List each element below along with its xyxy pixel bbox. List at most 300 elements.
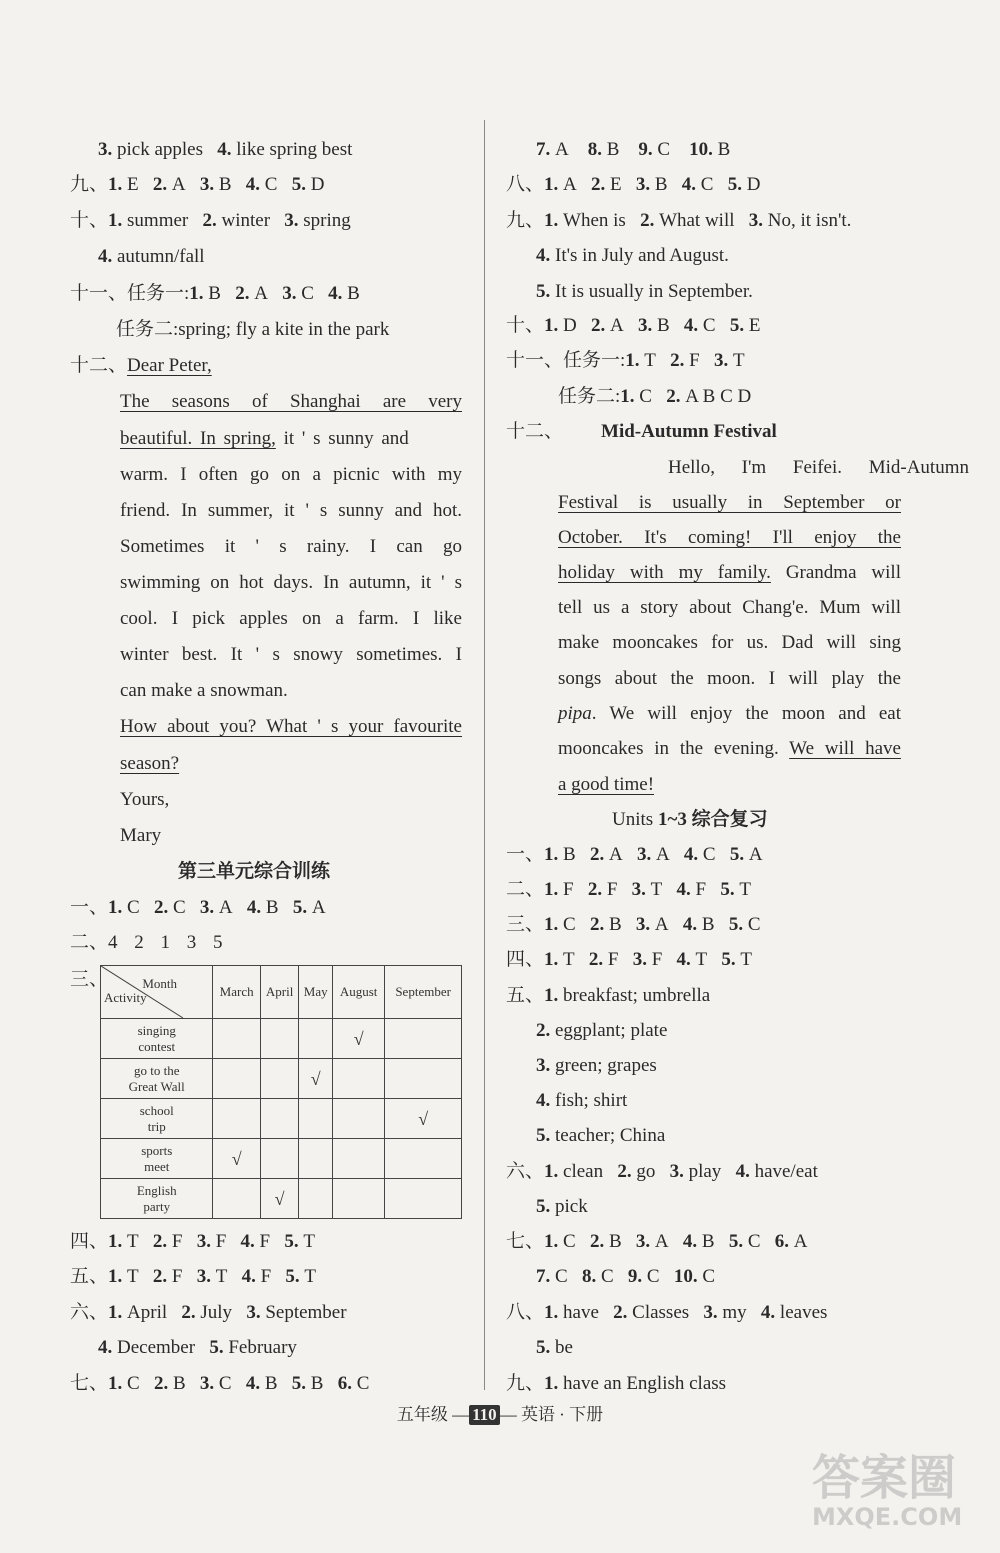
item-number: 5. xyxy=(291,174,306,195)
item-answer: B xyxy=(218,174,232,195)
table-cell xyxy=(385,1059,462,1099)
item-number: 1. xyxy=(544,879,559,900)
letter-line xyxy=(120,643,462,667)
item-number: 1. xyxy=(108,174,123,195)
item-answer: B xyxy=(701,1231,715,1252)
activity-label: sports xyxy=(141,1142,173,1158)
letter-line xyxy=(120,752,179,776)
item-number: 3. xyxy=(282,283,297,304)
section-12 xyxy=(70,354,212,378)
item-answer: B xyxy=(347,283,360,304)
essay-line xyxy=(558,596,901,620)
section-12 xyxy=(506,420,777,444)
item-answer: C xyxy=(127,897,140,918)
item-number: 2. xyxy=(589,914,605,935)
letter-text: can make a snowman. xyxy=(120,680,288,701)
activity-label: trip xyxy=(147,1118,166,1134)
item-answer: Classes xyxy=(632,1302,690,1323)
item-answer: go xyxy=(636,1161,656,1182)
essay-text xyxy=(558,631,901,655)
review-section-8 xyxy=(506,1301,827,1325)
item-answer: B xyxy=(606,139,620,160)
unit3-title xyxy=(178,860,330,884)
letter-line xyxy=(120,788,169,812)
item-answer: C xyxy=(747,914,761,935)
section-title: 1~3 xyxy=(657,809,687,830)
item-number: 4. xyxy=(245,174,261,195)
item-number: 1. xyxy=(544,844,559,865)
letter-text: The seasons of Shanghai are very xyxy=(120,391,462,412)
unit3-section-2 xyxy=(70,931,223,955)
essay-text xyxy=(558,702,901,726)
item-number: 1. xyxy=(108,897,123,918)
table-cell xyxy=(299,1099,333,1139)
item-number: 3. xyxy=(713,350,729,371)
item-number: 3. xyxy=(98,139,113,160)
essay-text xyxy=(558,667,901,691)
review-title xyxy=(612,808,768,832)
section-number: 九、 xyxy=(506,1373,545,1394)
item-answer: have/eat xyxy=(754,1161,818,1182)
item-answer: A xyxy=(655,844,670,865)
item-answer: pick apples xyxy=(117,139,204,160)
activity-label: go to the xyxy=(133,1062,180,1078)
item-answer: C xyxy=(218,1373,232,1394)
item-answer: What will xyxy=(659,210,735,231)
item-number: 3. xyxy=(199,897,215,918)
item-number: 4. xyxy=(676,949,691,970)
item-answer: It's in July and August. xyxy=(555,245,729,266)
item-answer: F xyxy=(695,879,707,900)
review-section-7 xyxy=(506,1230,807,1254)
section-10-cont xyxy=(98,245,205,269)
table-cell xyxy=(299,1019,333,1059)
item-number: 5. xyxy=(536,1337,551,1358)
activity-label: school xyxy=(139,1102,174,1118)
item-answer: C xyxy=(172,897,186,918)
item-answer: B xyxy=(701,914,715,935)
table-cell xyxy=(213,1019,260,1059)
task-answer: 任务二:spring; fly a kite in the park xyxy=(116,319,390,340)
section-number: 十、 xyxy=(506,315,545,336)
item-answer: summer xyxy=(127,210,189,231)
item-number: 1. xyxy=(620,386,635,407)
section-11 xyxy=(70,282,360,306)
item-number: 3. xyxy=(703,1302,718,1323)
item-answer: September xyxy=(265,1302,347,1323)
section-number: 八、 xyxy=(506,1302,545,1323)
item-number: 9. xyxy=(627,1266,643,1287)
item-answer: B xyxy=(310,1373,324,1394)
item-number: 5. xyxy=(536,281,551,302)
item-answer: T xyxy=(695,949,708,970)
item-answer: E xyxy=(127,174,139,195)
item-number: 1. xyxy=(544,949,559,970)
item-number: 4. xyxy=(536,1090,551,1111)
letter-text: it ' s sunny and xyxy=(275,428,409,449)
essay-text xyxy=(558,526,901,550)
letter-line xyxy=(120,499,462,523)
item-number: 3. xyxy=(669,1161,684,1182)
item-answer: A xyxy=(171,174,186,195)
item-answer: breakfast; umbrella xyxy=(563,985,711,1006)
checkmark: √ xyxy=(274,1188,285,1209)
item-answer: February xyxy=(228,1337,297,1358)
section-number: 七、 xyxy=(70,1373,109,1394)
table-corner-cell xyxy=(101,966,213,1019)
review-section-6 xyxy=(506,1160,818,1184)
item-number: 1. xyxy=(108,1373,123,1394)
item-number: 3. xyxy=(246,1302,261,1323)
essay-line xyxy=(558,561,901,585)
item-number: 4. xyxy=(245,1373,261,1394)
item-number: 2. xyxy=(153,1373,169,1394)
item-answer: C xyxy=(301,283,314,304)
section-number: 九、 xyxy=(506,210,545,231)
unit3-section-6-cont xyxy=(98,1336,297,1360)
item-answer: D xyxy=(563,315,577,336)
item-answer: A xyxy=(748,844,763,865)
section-9-cont xyxy=(536,280,753,304)
item-answer: green; grapes xyxy=(555,1055,657,1076)
task-label: 任务一: xyxy=(563,350,626,371)
item-answer: July xyxy=(200,1302,233,1323)
table-row xyxy=(101,1059,462,1099)
item-answer: T xyxy=(215,1266,228,1287)
item-number: 5. xyxy=(284,1231,299,1252)
review-section xyxy=(506,843,763,867)
month-header: May xyxy=(299,966,333,1019)
item-answer: have xyxy=(563,1302,599,1323)
review-section-7-cont xyxy=(536,1265,715,1289)
watermark-logo xyxy=(802,1431,982,1541)
item-number: 4. xyxy=(682,914,698,935)
item-answer: C xyxy=(700,174,714,195)
item-number: 5. xyxy=(728,914,744,935)
activity-cell xyxy=(101,1099,213,1139)
letter-line xyxy=(120,390,462,414)
item-answer: F xyxy=(563,879,574,900)
item-number: 2. xyxy=(591,315,606,336)
item-number: 1. xyxy=(625,350,640,371)
section-10 xyxy=(70,209,351,233)
item-number: 4. xyxy=(676,879,691,900)
essay-title: Mid-Autumn Festival xyxy=(601,421,777,442)
item-number: 5. xyxy=(536,1196,551,1217)
checkmark: √ xyxy=(231,1148,242,1169)
item-answer: C xyxy=(264,174,278,195)
essay-text: make mooncakes for us. Dad will sing xyxy=(558,632,901,653)
table-cell xyxy=(260,1179,299,1219)
item-answer: B xyxy=(172,1373,186,1394)
item-answer: T xyxy=(563,949,575,970)
item-answer: A xyxy=(608,844,623,865)
item-answer: like spring best xyxy=(236,139,353,160)
section-number: 十二、 xyxy=(506,421,564,442)
item-number: 1. xyxy=(544,315,559,336)
essay-line xyxy=(558,702,901,726)
item-number: 3. xyxy=(635,174,651,195)
table-cell xyxy=(385,1179,462,1219)
item-answer: B xyxy=(265,897,279,918)
item-number: 1. xyxy=(544,1161,559,1182)
item-number: 2. xyxy=(589,844,605,865)
table-cell xyxy=(333,1139,385,1179)
item-answer: F xyxy=(651,949,663,970)
section-title: 第三单元综合训练 xyxy=(178,861,331,882)
table-cell xyxy=(385,1099,462,1139)
section-number: 五、 xyxy=(70,1266,109,1287)
review-section-5-cont xyxy=(536,1124,665,1148)
item-number: 3. xyxy=(199,174,215,195)
letter-text: How about you? What ' s your favourite xyxy=(120,716,462,737)
section-number: 十、 xyxy=(70,210,109,231)
item-number: 1. xyxy=(544,914,559,935)
item-number: 1. xyxy=(544,174,559,195)
essay-text: mooncakes in the evening. xyxy=(558,738,790,759)
item-number: 8. xyxy=(587,139,602,160)
item-number: 10. xyxy=(689,139,713,160)
section-title: Units xyxy=(612,809,658,830)
checkmark: √ xyxy=(353,1028,364,1049)
section-9 xyxy=(70,173,324,197)
letter-text: cool. I pick apples on a farm. I like xyxy=(120,608,462,629)
item-number: 4. xyxy=(98,246,113,267)
item-answer: B xyxy=(654,174,668,195)
item-answer: B xyxy=(656,315,670,336)
section-10 xyxy=(506,314,760,338)
item-answer: A xyxy=(555,139,569,160)
unit3-section-4 xyxy=(70,1230,315,1254)
item-number: 4. xyxy=(735,1161,750,1182)
essay-line xyxy=(558,737,901,761)
item-number: 3. xyxy=(631,879,646,900)
item-number: 5. xyxy=(285,1266,300,1287)
item-number: 1. xyxy=(544,210,559,231)
item-answer: T xyxy=(127,1266,139,1287)
item-number: 2. xyxy=(152,174,168,195)
essay-line xyxy=(558,667,901,691)
essay-line xyxy=(668,456,969,480)
section-number: 六、 xyxy=(506,1161,545,1182)
review-section-5 xyxy=(506,984,710,1008)
item-number: 1. xyxy=(108,1266,123,1287)
letter-line xyxy=(120,463,462,487)
letter-line xyxy=(120,715,462,739)
item-number: 6. xyxy=(774,1231,789,1252)
unit3-section-7 xyxy=(70,1372,369,1396)
section-number: 十二、 xyxy=(70,355,128,376)
item-number: 2. xyxy=(617,1161,632,1182)
item-answer: spring xyxy=(303,210,351,231)
item-number: 2. xyxy=(152,1231,168,1252)
item-answer: C xyxy=(702,844,716,865)
answer-line xyxy=(98,138,352,162)
activity-table xyxy=(100,965,462,1219)
item-number: 3. xyxy=(635,914,651,935)
essay-line xyxy=(558,773,654,797)
essay-text-italic: pipa xyxy=(558,703,592,724)
item-number: 1. xyxy=(108,210,123,231)
item-number: 5. xyxy=(729,315,745,336)
item-answer: A B C D xyxy=(685,386,752,407)
essay-text xyxy=(668,456,969,480)
essay-text xyxy=(558,491,901,515)
item-answer: F xyxy=(260,1266,272,1287)
item-number: 7. xyxy=(536,1266,551,1287)
section-number: 十一、 xyxy=(70,283,128,304)
letter-greeting: Dear Peter, xyxy=(127,355,212,376)
section-number: 九、 xyxy=(70,174,109,195)
letter-text xyxy=(120,428,409,449)
item-number: 2. xyxy=(666,386,681,407)
essay-text xyxy=(558,561,901,585)
section-number: 六、 xyxy=(70,1302,109,1323)
footer-dash: — xyxy=(499,1405,517,1424)
footer-subject: 英语 · 下册 xyxy=(520,1405,604,1424)
item-number: 5. xyxy=(729,844,745,865)
item-number: 5. xyxy=(536,1125,551,1146)
table-cell xyxy=(385,1139,462,1179)
essay-text: Grandma will xyxy=(770,562,901,583)
item-number: 5. xyxy=(727,174,742,195)
letter-text: Sometimes it ' s rainy. I can go xyxy=(120,536,462,557)
page-number: 110 xyxy=(469,1405,500,1425)
item-number: 2. xyxy=(587,879,603,900)
letter-text: Yours, xyxy=(120,789,170,810)
review-section-9 xyxy=(506,1372,726,1396)
review-section-5-cont xyxy=(536,1089,627,1113)
item-number: 2. xyxy=(536,1020,551,1041)
item-number: 2. xyxy=(181,1302,196,1323)
page-footer xyxy=(0,1400,1000,1425)
item-answer: F xyxy=(171,1266,183,1287)
item-answer: A xyxy=(654,914,669,935)
section-number: 八、 xyxy=(506,174,545,195)
item-number: 3. xyxy=(196,1231,211,1252)
review-section-6-cont xyxy=(536,1195,588,1219)
table-cell xyxy=(260,1139,299,1179)
section-9 xyxy=(506,209,851,233)
letter-text: warm. I often go on a picnic with my xyxy=(120,464,462,485)
review-section-5-cont xyxy=(536,1054,657,1078)
item-number: 6. xyxy=(337,1373,352,1394)
item-answer: C xyxy=(657,139,671,160)
item-answer: B xyxy=(563,844,576,865)
section-9-cont xyxy=(536,244,729,268)
item-number: 4. xyxy=(536,245,551,266)
essay-text: October. It's coming! I'll enjoy the xyxy=(558,527,901,548)
section-11-task2 xyxy=(116,318,389,342)
item-answer: B xyxy=(264,1373,278,1394)
item-number: 3. xyxy=(637,315,653,336)
item-answer: pick xyxy=(555,1196,588,1217)
item-number: 4. xyxy=(246,897,262,918)
item-number: 2. xyxy=(153,897,169,918)
letter-text-underlined: beautiful. In spring, xyxy=(120,428,276,449)
activity-cell xyxy=(101,1059,213,1099)
letter-text: season? xyxy=(120,753,180,774)
table-cell xyxy=(213,1099,260,1139)
letter-line xyxy=(120,427,462,451)
item-answer: T xyxy=(739,879,751,900)
item-number: 4. xyxy=(683,844,699,865)
watermark-text: 答案圈 xyxy=(812,1450,957,1506)
item-answer: A xyxy=(311,897,326,918)
corner-month-label: Month xyxy=(142,976,177,991)
item-number: 2. xyxy=(670,350,685,371)
item-answer: E xyxy=(748,315,761,336)
month-header: September xyxy=(385,966,462,1019)
item-number: 1. xyxy=(108,1231,123,1252)
item-answer: B xyxy=(608,1231,622,1252)
item-answer: E xyxy=(610,174,622,195)
item-number: 2. xyxy=(613,1302,628,1323)
corner-activity-label: Activity xyxy=(104,990,147,1005)
table-row xyxy=(101,1019,462,1059)
item-answer: T xyxy=(650,879,663,900)
essay-line xyxy=(558,631,901,655)
item-answer: F xyxy=(259,1231,271,1252)
item-answer: A xyxy=(254,283,268,304)
item-number: 3. xyxy=(199,1373,215,1394)
item-answer: T xyxy=(644,350,656,371)
item-answer: D xyxy=(310,174,325,195)
item-answer: C xyxy=(702,1266,715,1287)
item-number: 1. xyxy=(544,985,559,1006)
item-number: 5. xyxy=(728,1231,744,1252)
item-answer: B xyxy=(208,283,221,304)
item-number: 2. xyxy=(640,210,655,231)
table-cell xyxy=(260,1099,299,1139)
item-answer: T xyxy=(740,949,752,970)
task-label: 任务二: xyxy=(558,386,621,407)
item-number: 5. xyxy=(721,949,736,970)
activity-label: meet xyxy=(144,1158,170,1174)
item-answer: F xyxy=(689,350,700,371)
table-cell xyxy=(299,1139,333,1179)
section-number: 四、 xyxy=(506,949,545,970)
item-number: 1. xyxy=(108,1302,123,1323)
item-number: 4. xyxy=(681,174,697,195)
table-cell xyxy=(385,1019,462,1059)
item-answer: April xyxy=(127,1302,168,1323)
item-answer: C xyxy=(555,1266,568,1287)
item-answer: my xyxy=(722,1302,747,1323)
item-number: 2. xyxy=(588,949,604,970)
section-number: 二、 xyxy=(506,879,545,900)
item-number: 5. xyxy=(292,897,308,918)
month-header: August xyxy=(333,966,385,1019)
item-number: 1. xyxy=(544,1231,559,1252)
essay-text xyxy=(558,737,901,761)
essay-text xyxy=(558,596,901,620)
section-number: 七、 xyxy=(506,1231,545,1252)
item-number: 4. xyxy=(217,139,232,160)
item-number: 3. xyxy=(748,210,764,231)
item-number: 3. xyxy=(635,1231,651,1252)
essay-text: Festival is usually in September or xyxy=(558,492,901,513)
activity-label: singing xyxy=(137,1022,176,1038)
table-cell xyxy=(333,1019,385,1059)
activity-label: English xyxy=(136,1182,177,1198)
item-number: 3. xyxy=(284,210,299,231)
item-answer: T xyxy=(732,350,745,371)
essay-text: Hello, I'm Feifei. Mid-Autumn xyxy=(668,457,969,478)
section-title: 综合复习 xyxy=(686,809,768,830)
item-answer: B xyxy=(608,914,622,935)
section-number: 三、 xyxy=(70,969,109,990)
